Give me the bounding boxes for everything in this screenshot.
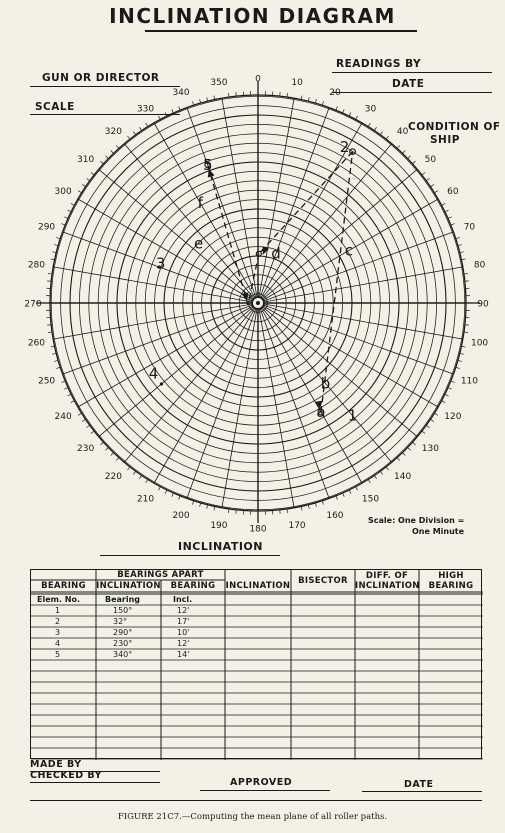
degree-tick bbox=[61, 224, 65, 225]
degree-tick bbox=[228, 509, 229, 513]
point-label: a bbox=[316, 403, 326, 422]
degree-tick bbox=[315, 99, 316, 103]
degree-tick bbox=[434, 413, 437, 415]
degree-tick bbox=[445, 210, 449, 212]
bearing-label: 160 bbox=[326, 510, 344, 521]
elem-bearing: 290° bbox=[113, 628, 133, 637]
degree-tick bbox=[64, 217, 68, 219]
degree-tick bbox=[51, 259, 55, 260]
degree-tick bbox=[111, 453, 114, 456]
degree-tick bbox=[308, 505, 309, 509]
bearing-label: 340 bbox=[172, 88, 190, 99]
degree-tick bbox=[172, 109, 174, 113]
degree-tick bbox=[374, 475, 376, 478]
th-diff-of: DIFF. OF bbox=[365, 571, 409, 581]
gun-or-director-label: GUN OR DIRECTOR bbox=[42, 72, 160, 84]
condition-of-ship-label: CONDITION OF bbox=[408, 121, 501, 133]
degree-tick bbox=[133, 131, 135, 134]
degree-tick bbox=[380, 131, 382, 134]
elem-number: 4 bbox=[55, 639, 61, 648]
bearing-label: 240 bbox=[54, 412, 72, 422]
bearing-label: 210 bbox=[136, 494, 155, 505]
bearing-label: 120 bbox=[444, 412, 462, 422]
bearing-label: 170 bbox=[288, 521, 306, 532]
bearing-label: 190 bbox=[210, 521, 228, 532]
degree-tick bbox=[445, 394, 449, 396]
elem-bearing: 230° bbox=[113, 639, 133, 648]
th-inclination: INCLINATION bbox=[96, 581, 161, 591]
degree-tick bbox=[54, 360, 58, 361]
bearing-label: 110 bbox=[460, 376, 479, 387]
center-dot bbox=[256, 301, 260, 305]
degree-tick bbox=[105, 156, 108, 159]
degree-tick bbox=[82, 184, 85, 186]
degree-tick bbox=[127, 467, 129, 470]
degree-tick bbox=[91, 431, 94, 433]
degree-tick bbox=[165, 112, 167, 116]
elem-number: 1 bbox=[55, 606, 61, 615]
th-bearing: BEARING bbox=[41, 581, 86, 591]
degree-tick bbox=[422, 431, 425, 433]
checked-by-label: CHECKED BY bbox=[30, 770, 103, 781]
degree-tick bbox=[461, 346, 465, 347]
degree-tick bbox=[105, 447, 108, 450]
degree-tick bbox=[146, 123, 148, 126]
th-bisector: BISECTOR bbox=[298, 576, 348, 586]
degree-tick bbox=[368, 479, 370, 482]
bearing-label: 250 bbox=[37, 376, 56, 387]
degree-tick bbox=[82, 419, 85, 421]
degree-tick bbox=[434, 191, 437, 193]
bearing-label: 30 bbox=[364, 104, 377, 115]
degree-tick bbox=[200, 503, 201, 507]
degree-tick bbox=[397, 145, 400, 148]
degree-tick bbox=[100, 161, 103, 164]
degree-tick bbox=[397, 458, 400, 461]
degree-tick bbox=[179, 496, 180, 500]
radial-line bbox=[260, 108, 329, 298]
elem-bearing: 32° bbox=[113, 617, 128, 626]
degree-tick bbox=[91, 172, 94, 174]
approved-line bbox=[200, 790, 330, 791]
readings-by-label: READINGS BY bbox=[336, 58, 422, 70]
degree-tick bbox=[380, 471, 382, 474]
bearing-label: 90 bbox=[477, 299, 489, 310]
radial-line bbox=[264, 305, 454, 374]
bearing-label: 150 bbox=[361, 494, 380, 505]
degree-tick bbox=[451, 224, 455, 225]
degree-tick bbox=[78, 413, 81, 415]
degree-tick bbox=[86, 178, 89, 180]
bearing-label: 60 bbox=[447, 187, 459, 197]
sub-elem-no: Elem. No. bbox=[37, 595, 81, 604]
degree-tick bbox=[287, 509, 288, 513]
degree-tick bbox=[336, 496, 337, 500]
degree-tick bbox=[100, 442, 103, 445]
degree-tick bbox=[67, 394, 71, 396]
degree-tick bbox=[349, 112, 351, 116]
point-label: 5 bbox=[202, 155, 213, 174]
degree-tick bbox=[86, 425, 89, 427]
degree-tick bbox=[430, 184, 433, 186]
degree-tick bbox=[78, 191, 81, 193]
degree-tick bbox=[458, 245, 462, 246]
degree-tick bbox=[287, 93, 288, 97]
degree-tick bbox=[67, 210, 71, 212]
degree-tick bbox=[430, 419, 433, 421]
footer-date-label: DATE bbox=[404, 779, 434, 790]
point-label: 1 bbox=[347, 406, 358, 425]
elem-inclination: 17' bbox=[177, 617, 190, 626]
degree-tick bbox=[146, 479, 148, 482]
point-label: 4 bbox=[148, 364, 159, 383]
degree-tick bbox=[460, 252, 464, 253]
degree-tick bbox=[461, 259, 465, 260]
degree-tick bbox=[158, 116, 160, 120]
bearing-label: 280 bbox=[27, 260, 46, 271]
point-label: d bbox=[271, 244, 281, 263]
degree-tick bbox=[52, 252, 56, 253]
degree-tick bbox=[426, 178, 429, 180]
scale-note-2: One Minute bbox=[412, 527, 465, 536]
degree-tick bbox=[179, 106, 180, 110]
degree-tick bbox=[456, 237, 460, 238]
degree-tick bbox=[343, 109, 345, 113]
inclination-table bbox=[30, 569, 482, 759]
element-point bbox=[160, 382, 163, 385]
point-label: c bbox=[344, 241, 354, 260]
degree-tick bbox=[111, 150, 114, 153]
elem-inclination: 10' bbox=[177, 628, 190, 637]
th-high: HIGH bbox=[438, 571, 464, 581]
degree-tick bbox=[56, 367, 60, 368]
bearing-label: 50 bbox=[424, 154, 437, 165]
degree-tick bbox=[422, 172, 425, 174]
sub-incl: Incl. bbox=[173, 595, 193, 604]
diagram-title: INCLINATION DIAGRAM bbox=[109, 4, 396, 28]
bearing-label: 20 bbox=[329, 88, 341, 99]
degree-tick bbox=[48, 332, 52, 333]
degree-tick bbox=[402, 150, 405, 153]
degree-tick bbox=[200, 99, 201, 103]
construction-line bbox=[208, 165, 248, 305]
degree-tick bbox=[301, 506, 302, 510]
bearing-label: 230 bbox=[77, 444, 95, 455]
degree-tick bbox=[356, 487, 358, 491]
bearing-label: 180 bbox=[249, 524, 267, 535]
degree-tick bbox=[228, 93, 229, 97]
degree-tick bbox=[322, 101, 323, 105]
degree-tick bbox=[356, 116, 358, 120]
bearing-label: 0 bbox=[255, 74, 261, 85]
th-diff-inclination: INCLINATION bbox=[355, 581, 420, 591]
figure-caption: FIGURE 21C7.—Computing the mean plane of all roller paths. bbox=[117, 812, 388, 822]
degree-tick bbox=[214, 506, 215, 510]
degree-tick bbox=[207, 505, 208, 509]
degree-tick bbox=[207, 97, 208, 101]
bearing-label: 330 bbox=[136, 104, 155, 115]
degree-tick bbox=[139, 475, 141, 478]
bearing-label: 40 bbox=[396, 127, 409, 138]
degree-tick bbox=[456, 367, 460, 368]
bearing-label: 350 bbox=[210, 77, 228, 88]
degree-tick bbox=[448, 388, 452, 390]
bearing-label: 290 bbox=[37, 222, 56, 233]
bearing-label: 260 bbox=[27, 338, 46, 349]
degree-tick bbox=[451, 381, 455, 382]
condition-of-ship-label-2: SHIP bbox=[430, 134, 460, 146]
degree-tick bbox=[56, 237, 60, 238]
elem-bearing: 150° bbox=[113, 606, 133, 615]
scale-label: SCALE bbox=[35, 101, 75, 113]
degree-tick bbox=[464, 332, 468, 333]
bearing-label: 200 bbox=[172, 510, 190, 521]
degree-tick bbox=[214, 96, 215, 100]
bearing-label: 220 bbox=[104, 471, 122, 482]
degree-tick bbox=[192, 501, 193, 505]
bearing-label: 10 bbox=[291, 77, 303, 88]
inclination-title-line bbox=[100, 555, 280, 556]
degree-tick bbox=[158, 487, 160, 491]
bearing-label: 270 bbox=[24, 299, 42, 310]
degree-tick bbox=[408, 156, 411, 159]
degree-tick bbox=[374, 127, 376, 130]
approved-label: APPROVED bbox=[230, 777, 293, 788]
degree-tick bbox=[116, 458, 119, 461]
checked-by-line bbox=[30, 782, 160, 783]
degree-tick bbox=[52, 353, 56, 354]
th-inclination-2: INCLINATION bbox=[225, 581, 291, 591]
made-by-label: MADE BY bbox=[30, 759, 82, 770]
degree-tick bbox=[116, 145, 119, 148]
elem-bearing: 340° bbox=[113, 650, 133, 659]
degree-tick bbox=[301, 96, 302, 100]
footer-date-line bbox=[362, 791, 482, 792]
elem-inclination: 14' bbox=[177, 650, 190, 659]
degree-tick bbox=[51, 346, 55, 347]
degree-tick bbox=[426, 425, 429, 427]
elem-number: 3 bbox=[55, 628, 61, 637]
degree-tick bbox=[386, 136, 388, 139]
bearing-label: 310 bbox=[77, 154, 95, 165]
elem-inclination: 12' bbox=[177, 606, 190, 615]
arrowhead bbox=[242, 292, 249, 301]
th-bearings-apart: BEARINGS APART bbox=[117, 570, 204, 580]
degree-tick bbox=[71, 401, 75, 403]
bearing-label: 300 bbox=[54, 187, 72, 197]
point-label: 2 bbox=[339, 137, 350, 156]
degree-tick bbox=[165, 490, 167, 494]
footer-rule bbox=[30, 800, 482, 801]
degree-tick bbox=[336, 106, 337, 110]
degree-tick bbox=[442, 401, 446, 403]
sub-bearing: Bearing bbox=[105, 595, 141, 604]
bearing-label: 70 bbox=[463, 222, 476, 233]
degree-tick bbox=[48, 273, 52, 274]
elem-number: 2 bbox=[55, 617, 61, 626]
th-bearing-2: BEARING bbox=[170, 581, 216, 591]
degree-tick bbox=[322, 501, 323, 505]
radial-line bbox=[264, 232, 454, 301]
th-high-bearing: BEARING bbox=[428, 581, 474, 591]
degree-tick bbox=[192, 101, 193, 105]
elem-inclination: 12' bbox=[177, 639, 190, 648]
degree-tick bbox=[442, 203, 446, 205]
degree-tick bbox=[343, 493, 345, 497]
construction-line bbox=[321, 152, 353, 412]
radial-line bbox=[187, 309, 256, 499]
degree-tick bbox=[402, 453, 405, 456]
degree-tick bbox=[133, 471, 135, 474]
degree-tick bbox=[315, 503, 316, 507]
bearing-label: 140 bbox=[394, 471, 412, 482]
degree-tick bbox=[448, 217, 452, 219]
inclination-title: INCLINATION bbox=[178, 540, 263, 553]
degree-tick bbox=[54, 245, 58, 246]
point-label: e bbox=[193, 234, 204, 253]
point-label: f bbox=[197, 193, 203, 212]
degree-tick bbox=[464, 273, 468, 274]
degree-tick bbox=[61, 381, 65, 382]
degree-tick bbox=[408, 447, 411, 450]
degree-tick bbox=[386, 467, 388, 470]
degree-tick bbox=[368, 123, 370, 126]
elem-number: 5 bbox=[55, 650, 61, 659]
bearing-label: 130 bbox=[421, 444, 439, 455]
degree-tick bbox=[349, 490, 351, 494]
degree-tick bbox=[308, 97, 309, 101]
degree-tick bbox=[71, 203, 75, 205]
degree-tick bbox=[458, 360, 462, 361]
degree-tick bbox=[413, 161, 416, 164]
degree-tick bbox=[127, 136, 129, 139]
degree-tick bbox=[413, 442, 416, 445]
header-date-label: DATE bbox=[392, 78, 425, 90]
bearing-label: 320 bbox=[104, 127, 122, 138]
degree-tick bbox=[139, 127, 141, 130]
bearing-label: 80 bbox=[473, 260, 486, 271]
point-label: b bbox=[320, 374, 331, 393]
point-label: 3 bbox=[155, 254, 166, 273]
degree-tick bbox=[64, 388, 68, 390]
table-grid bbox=[31, 570, 483, 760]
scale-note: Scale: One Division = bbox=[368, 516, 465, 525]
bearing-label: 100 bbox=[470, 338, 489, 349]
degree-tick bbox=[460, 353, 464, 354]
degree-tick bbox=[172, 493, 174, 497]
